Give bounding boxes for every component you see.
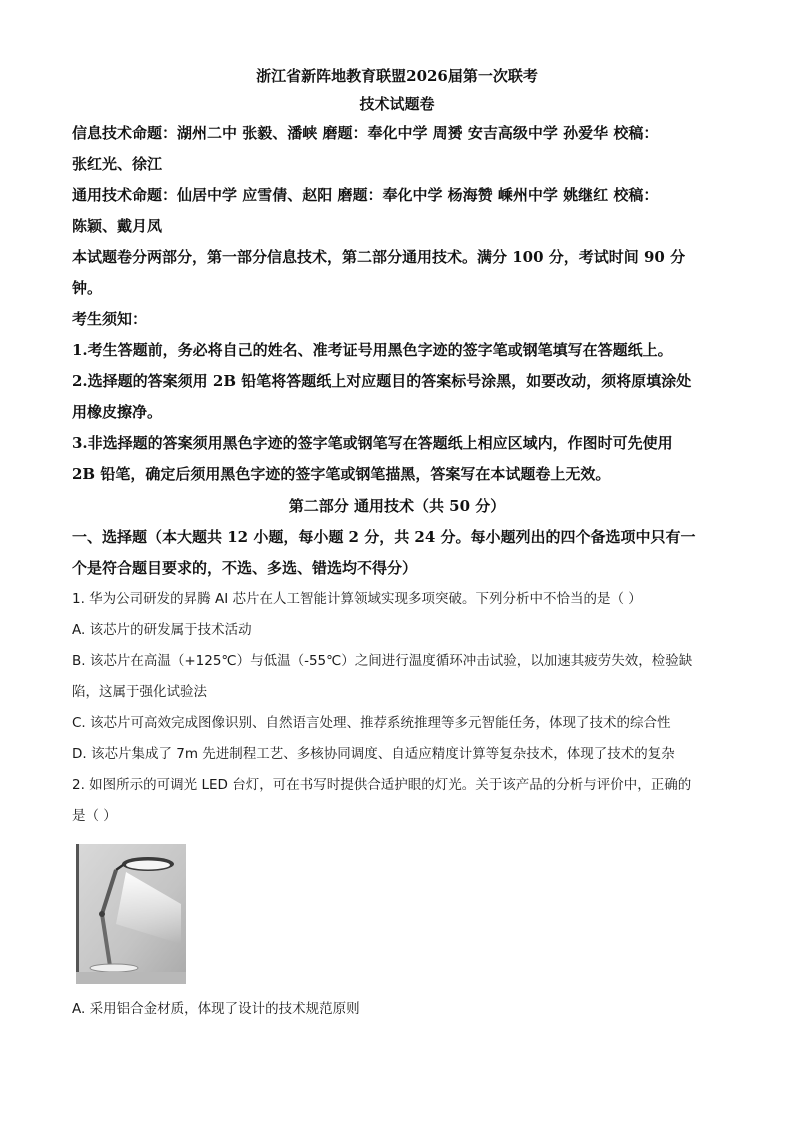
intro-line1: 本试题卷分两部分，第一部分信息技术，第二部分通用技术。满分 100 分，考试时间 90 分 [72,248,686,266]
question-1-option-a: A. 该芯片的研发属于技术活动 [72,622,252,638]
notice-item-1: 1.考生答题前，务必将自己的姓名、准考证号用黑色字迹的签字笔或钢笔填写在答题纸上。 [72,341,673,359]
notice-item-2-line1: 2.选择题的答案须用 2B 铅笔将答题纸上对应题目的答案标号涂黑，如要改动，须将原填涂处 [72,372,692,390]
exam-title: 浙江省新阵地教育联盟2026届第一次联考 [256,67,538,85]
notice-item-2-line2: 用橡皮擦净。 [72,403,163,421]
it-credits-line1: 信息技术命题：湖州二中 张毅、潘峡 磨题：奉化中学 周赟 安吉高级中学 孙爱华 校稿： [72,124,659,142]
it-credits-line2: 张红光、徐江 [72,155,163,173]
exam-subtitle: 技术试题卷 [359,95,435,113]
led-desk-lamp-photo [76,844,186,984]
question-1-stem: 1. 华为公司研发的昇腾 AI 芯片在人工智能计算领域实现多项突破。下列分析中不恰当的是（ ） [72,591,642,607]
intro-line2: 钟。 [72,279,103,297]
question-1-option-b-line2: 陷，这属于强化试验法 [72,684,207,700]
part2-title: 第二部分 通用技术（共 50 分） [288,497,506,515]
gt-credits-line2: 陈颖、戴月凤 [72,217,163,235]
question-1-option-c: C. 该芯片可高效完成图像识别、自然语言处理、推荐系统推理等多元智能任务，体现了技术的综合性 [72,715,671,731]
section1-instructions-line1: 一、选择题（本大题共 12 小题，每小题 2 分，共 24 分。每小题列出的四个备选项中只有一 [72,528,696,546]
question-2-stem-line1: 2. 如图所示的可调光 LED 台灯，可在书写时提供合适护眼的灯光。关于该产品的分析与评价中，正确的 [72,777,692,793]
notice-item-3-line1: 3.非选择题的答案须用黑色字迹的签字笔或钢笔写在答题纸上相应区域内，作图时可先使用 [72,434,673,452]
question-1-option-d: D. 该芯片集成了 7m 先进制程工艺、多核协同调度、自适应精度计算等复杂技术，体现了技术的复杂 [72,746,675,762]
notice-item-3-line2: 2B 铅笔，确定后须用黑色字迹的签字笔或钢笔描黑，答案写在本试题卷上无效。 [72,465,611,483]
section1-instructions-line2: 个是符合题目要求的，不选、多选、错选均不得分） [72,559,418,577]
question-1-option-b-line1: B. 该芯片在高温（+125℃）与低温（-55℃）之间进行温度循环冲击试验，以加速其疲劳失效，检验缺 [72,653,693,669]
question-2-stem-line2: 是（ ） [72,808,117,824]
gt-credits-line1: 通用技术命题：仙居中学 应雪倩、赵阳 磨题：奉化中学 杨海赞 嵊州中学 姚继红 校稿： [72,186,659,204]
notice-heading: 考生须知： [72,310,148,328]
question-2-option-a: A. 采用铝合金材质，体现了设计的技术规范原则 [72,1001,360,1017]
